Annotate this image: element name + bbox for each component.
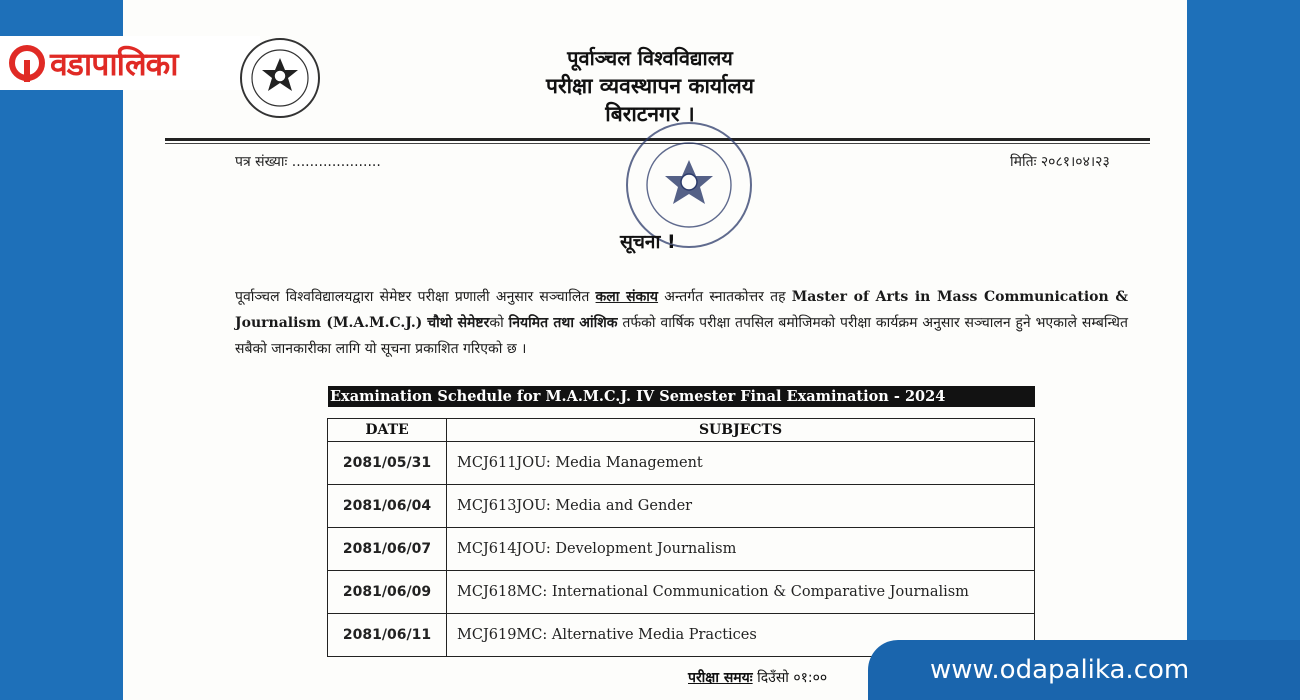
semester-name: चौथो सेमेष्टर [427, 315, 490, 331]
exam-subject: MCJ613JOU: Media and Gender [447, 485, 1035, 528]
university-name: पूर्वाञ्चल विश्वविद्यालय [567, 46, 733, 70]
exam-time [688, 668, 827, 687]
notice-date: मितिः २०८१।०४।२३ [1010, 154, 1110, 170]
exam-date: 2081/05/31 [328, 442, 447, 485]
faculty-name: कला संकाय [595, 289, 659, 305]
schedule-table [327, 418, 1035, 657]
exam-time-value: दिउँसो ०१:०० [757, 670, 828, 686]
exam-type: नियमित तथा आंशिक [508, 315, 618, 331]
notice-text-4: तर्फको वार्षिक परीक्षा तपसिल बमोजिमको परीक्षा कार्यक्रम अनुसार सञ्चालन हुने भएकाले सम्बन्धित सबैको जानकारीका लागि यो सूचना प्रकाशित गरिएको छ । [235, 315, 1129, 357]
exam-subject: MCJ618MC: International Communication & Comparative Journalism [447, 571, 1035, 614]
table-row [328, 528, 1035, 571]
exam-subject: MCJ614JOU: Development Journalism [447, 528, 1035, 571]
office-location: बिराटनगर । [605, 102, 695, 126]
notice-heading: सूचना ! [620, 231, 676, 253]
office-name: परीक्षा व्यवस्थापन कार्यालय [546, 74, 754, 98]
exam-subject: MCJ611JOU: Media Management [447, 442, 1035, 485]
notice-text-2: अन्तर्गत स्नातकोत्तर तह [664, 289, 786, 305]
schedule-title: Examination Schedule for M.A.M.C.J. IV Semester Final Examination - 2024 [328, 386, 1035, 407]
exam-date: 2081/06/11 [328, 614, 447, 657]
website-link[interactable]: www.odapalika.com [868, 640, 1300, 700]
exam-date: 2081/06/07 [328, 528, 447, 571]
exam-subject: MCJ619MC: Alternative Media Practices [447, 614, 1035, 657]
date-column-header: DATE [328, 419, 447, 442]
notice-body [235, 284, 1128, 362]
notice-text-3: को [489, 315, 504, 331]
brand-name: वडापालिका [50, 44, 178, 83]
exam-date: 2081/06/04 [328, 485, 447, 528]
exam-time-label: परीक्षा समयः [688, 670, 753, 686]
table-row [328, 442, 1035, 485]
program-name: Master of Arts in Mass Communication & Journalism (M.A.M.C.J.) [235, 289, 1128, 331]
exam-date: 2081/06/09 [328, 571, 447, 614]
table-row [328, 485, 1035, 528]
reference-number: पत्र संख्याः .................... [235, 154, 381, 170]
subjects-column-header: SUBJECTS [447, 419, 1035, 442]
table-header-row [328, 419, 1035, 442]
table-row [328, 571, 1035, 614]
notice-text-1: पूर्वाञ्चल विश्वविद्यालयद्वारा सेमेष्टर परीक्षा प्रणाली अनुसार सञ्चालित [235, 289, 590, 305]
